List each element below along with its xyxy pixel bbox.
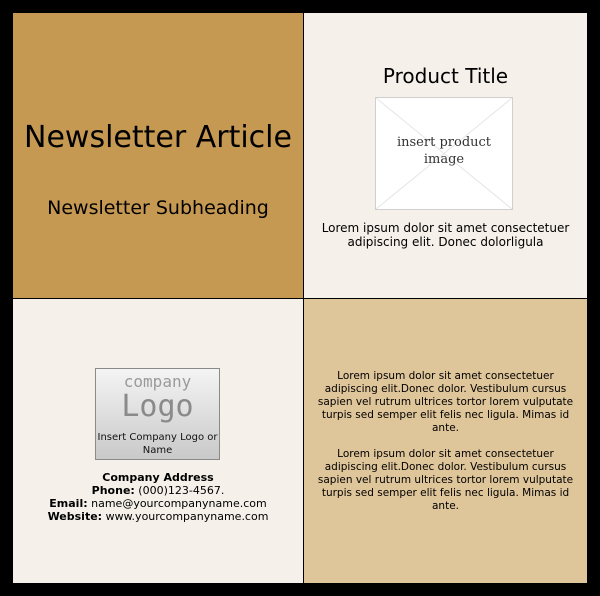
logo-text: Logo [121, 389, 194, 424]
company-address-block [13, 471, 303, 523]
address-heading: Company Address [102, 471, 214, 484]
newsletter-subheading: Newsletter Subheading [47, 197, 269, 219]
newsletter-title-panel [13, 13, 303, 298]
email-value[interactable]: name@yourcompanyname.com [91, 497, 267, 510]
product-description: Lorem ipsum dolor sit amet consectetuer adipiscing elit. Donec dolorligula [321, 221, 570, 249]
article-body-panel [304, 299, 587, 583]
phone-value: (000)123-4567. [138, 484, 225, 497]
newsletter-title: Newsletter Article [24, 120, 292, 155]
email-label: Email: [49, 497, 88, 510]
product-image-placeholder[interactable] [375, 97, 513, 210]
company-logo-placeholder[interactable] [95, 368, 220, 460]
logo-company-text: company [123, 372, 192, 391]
company-panel [13, 299, 303, 583]
logo-insert-text: Insert Company Logo or Name [97, 432, 218, 456]
phone-label: Phone: [91, 484, 135, 497]
product-image-label: insert product image [396, 135, 492, 167]
website-value[interactable]: www.yourcompanyname.com [105, 510, 269, 523]
product-panel [304, 13, 587, 298]
body-paragraph-1: Lorem ipsum dolor sit amet consectetuer adipiscing elit.Donec dolor. Vestibulum cursus sapien vel rutrum ultrices tortor lorem vulputate turpis sed semper elit felis nec ligula. Mimas id ante. [317, 370, 574, 434]
body-paragraph-2: Lorem ipsum dolor sit amet consectetuer adipiscing elit.Donec dolor. Vestibulum cursus sapien vel rutrum ultrices tortor lorem vulputate turpis sed semper elit felis nec ligula. Mimas id ante. [317, 448, 574, 512]
website-label: Website: [47, 510, 103, 523]
product-title: Product Title [382, 64, 509, 88]
